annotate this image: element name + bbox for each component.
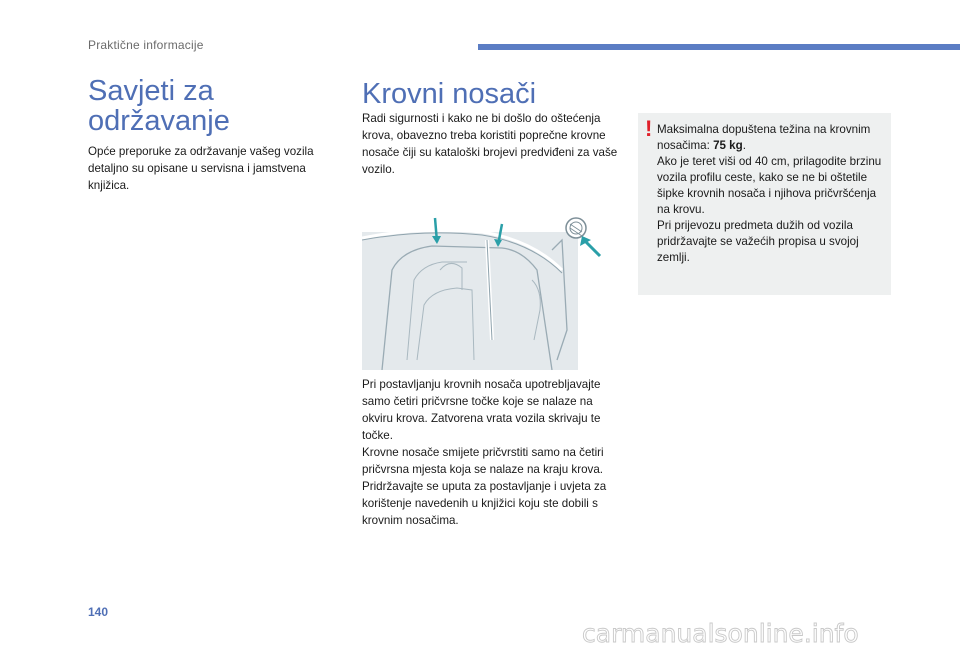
illustration-background	[362, 232, 578, 370]
warning-length-note: Pri prijevozu predmeta dužih od vozila pridržavajte se važećih propisa u svojoj zemlji.	[657, 219, 859, 264]
roof-fixing-points-illustration	[362, 210, 612, 370]
warning-exclamation-icon: !	[645, 116, 653, 141]
warning-weight-prefix: Maksimalna dopuštena težina na krovnim nosačima:	[657, 123, 871, 152]
maintenance-heading-line2: održavanje	[88, 105, 230, 137]
roof-racks-heading: Krovni nosači	[362, 78, 537, 110]
instructions-paragraph-3: Pridržavajte se uputa za postavljanje i uvjeta za korištenje navedenih u knjižici koju ste dobili s krovnim nosačima.	[362, 480, 607, 527]
maintenance-paragraph: Opće preporuke za održavanje vašeg vozila detaljno su opisane u servisna i jamstvena knjižica.	[88, 145, 314, 192]
watermark-text: carmanualsonline.info	[582, 620, 859, 646]
max-weight-value: 75 kg	[713, 139, 743, 152]
roof-racks-instructions	[362, 376, 626, 529]
instructions-paragraph-2: Krovne nosače smijete pričvrstiti samo na četiri pričvrsna mjesta koja se nalaze na kraju krova.	[362, 446, 604, 476]
instructions-paragraph-1: Pri postavljanju krovnih nosača upotrebljavajte samo četiri pričvrsne točke koje se nalaze na okviru krova. Zatvorena vrata vozila skrivaju te točke.	[362, 378, 601, 442]
warning-text	[657, 122, 883, 266]
header-accent-bar	[478, 44, 960, 50]
roof-racks-intro: Radi sigurnosti i kako ne bi došlo do oštećenja krova, obavezno treba koristiti poprečne krovne nosače čiji su kataloški brojevi predviđeni za vaše vozilo.	[362, 112, 618, 176]
page-number: 140	[88, 605, 109, 619]
warning-height-note: Ako je teret viši od 40 cm, prilagodite brzinu vozila profilu ceste, kako se ne bi oštetile šipke krovnih nosača i njihova pričvršćenja na krovu.	[657, 155, 882, 216]
section-title: Praktične informacije	[88, 38, 204, 52]
maintenance-heading	[88, 76, 328, 136]
warning-weight-suffix: .	[742, 139, 746, 152]
watermark-logo	[582, 620, 952, 646]
maintenance-heading-line1: Savjeti za	[88, 75, 214, 107]
